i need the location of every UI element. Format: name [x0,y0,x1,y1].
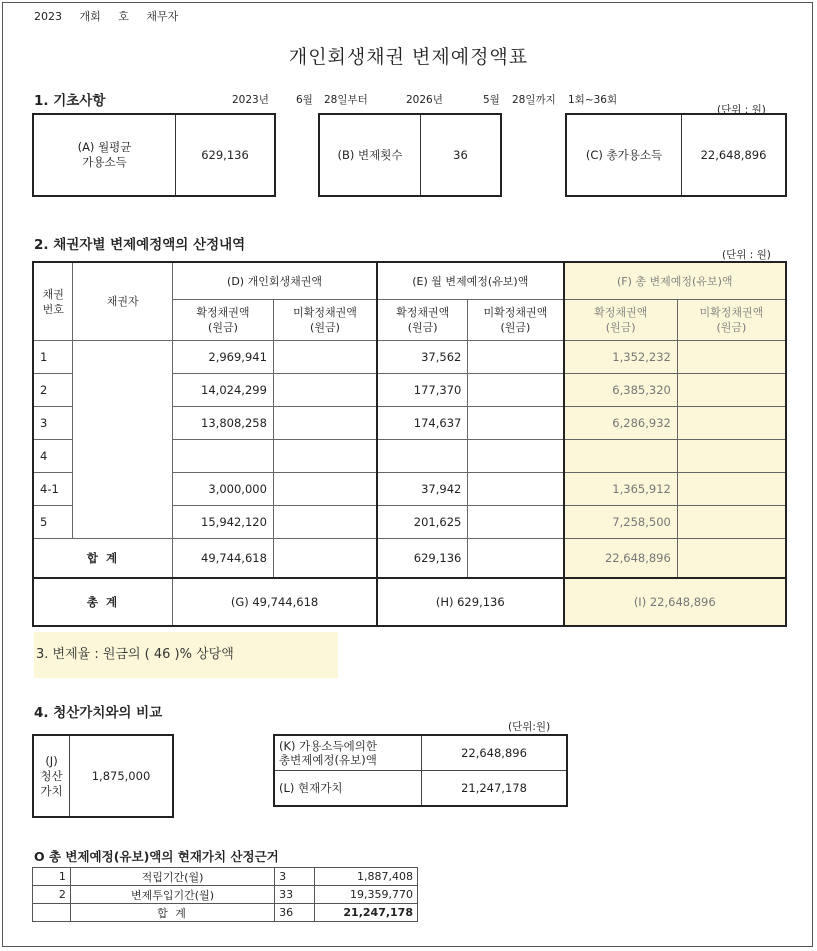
col-e-unconfirmed-1: 미확정채권액 [483,306,548,319]
row-f-un [677,407,786,440]
header-year: 2023 [34,10,62,23]
k-value: 22,648,896 [422,735,568,771]
box-c-label: (C) 총가용소득 [585,147,663,162]
row-e-un [468,341,564,374]
box-a-value: 629,136 [175,115,274,195]
pv-sum-blank [33,904,71,922]
col-no-line1: 채권 [42,287,64,301]
row-d-un [273,440,377,473]
section5-heading: O 총 변제예정(유보)액의 현재가치 산정근거 [34,849,279,864]
row-f: 1,365,912 [564,473,678,506]
liquidation-value-table [32,734,174,818]
row-f-un [677,440,786,473]
j-label [33,735,70,817]
total-h: (H) 629,136 [377,578,564,626]
header-kaehoe: 개회 [79,10,101,23]
row-no: 1 [33,341,73,374]
box-a-label-line1: (A) 월평균 [77,140,132,154]
row-f: 6,286,932 [564,407,678,440]
row-d-un [273,473,377,506]
period-end-day: 28일까지 [512,94,556,106]
pv-row-no: 1 [33,868,71,886]
col-no-line2: 번호 [42,302,64,316]
period-start-year: 2023년 [232,94,269,106]
row-e-un [468,440,564,473]
pv-row-value: 1,887,408 [315,868,418,886]
col-f: (F) 총 변제예정(유보)액 [564,262,786,300]
total-row [33,578,786,626]
row-no: 3 [33,407,73,440]
col-f-confirmed [564,300,678,341]
period-start-day: 28일부터 [324,94,368,106]
row-no: 2 [33,374,73,407]
pv-row-months: 33 [275,886,315,904]
period-start-month: 6월 [296,94,313,106]
period-end-month: 5월 [483,94,500,106]
box-c-value: 22,648,896 [681,115,785,195]
col-f-confirmed-1: 확정채권액 [594,306,648,319]
col-e-confirmed-2: (원금) [407,321,438,334]
row-f: 6,385,320 [564,374,678,407]
k-label-2: 총변제예정(유보)액 [279,753,377,767]
row-e: 177,370 [377,374,468,407]
section2-heading: 2. 채권자별 변제예정액의 산정내역 [34,237,246,253]
row-no: 5 [33,506,73,539]
total-g: (G) 49,744,618 [173,578,377,626]
col-f-unconfirmed-1: 미확정채권액 [699,306,764,319]
row-e: 37,942 [377,473,468,506]
row-f-un [677,506,786,539]
row-f-un [677,473,786,506]
col-e-unconfirmed-2: (원금) [500,321,531,334]
creditor-table [32,261,787,627]
row-d-un [273,407,377,440]
col-d-confirmed-2: (원금) [208,321,238,334]
box-a-label [34,115,175,195]
section1-heading: 1. 기초사항 [34,93,106,109]
section4-unit: (단위:원) [508,721,551,733]
row-d-un [273,341,377,374]
k-label [274,735,422,771]
row-d: 15,942,120 [173,506,274,539]
pv-sum-value: 21,247,178 [315,904,418,922]
period-range: 1회~36회 [568,94,618,106]
pv-row-label: 적립기간(월) [70,868,274,886]
box-a-label-line2: 가용소득 [82,155,127,169]
box-c [565,113,787,197]
row-e [377,440,468,473]
pv-sum-label: 합 계 [70,904,274,922]
sum-d: 49,744,618 [173,539,274,579]
sum-f: 22,648,896 [564,539,678,579]
section1-unit: (단위 : 원) [717,104,766,116]
row-e-un [468,473,564,506]
pv-sum-months: 36 [275,904,315,922]
row-e: 174,637 [377,407,468,440]
row-f-un [677,374,786,407]
col-e-unconfirmed [468,300,564,341]
j-value: 1,875,000 [70,735,174,817]
present-value-basis-table [32,867,418,922]
row-e-un [468,506,564,539]
col-d-unconfirmed-1: 미확정채권액 [293,306,357,319]
row-f [564,440,678,473]
col-f-unconfirmed-2: (원금) [716,321,747,334]
creditor-cell [73,341,173,539]
row-no: 4-1 [33,473,73,506]
col-d-unconfirmed [273,300,377,341]
header-debtor: 채무자 [146,10,179,23]
doc-header [34,8,192,24]
row-d: 2,969,941 [173,341,274,374]
row-f: 1,352,232 [564,341,678,374]
col-f-unconfirmed [677,300,786,341]
sum-e-un [468,539,564,579]
table-row [33,868,418,886]
l-label: (L) 현재가치 [274,771,422,807]
period-end-year: 2026년 [406,94,443,106]
col-e-confirmed-1: 확정채권액 [396,306,450,319]
row-e-un [468,374,564,407]
box-b-label: (B) 변제횟수 [337,147,403,162]
col-creditor: 채권자 [73,262,173,341]
repayment-rate: 3. 변제율 : 원금의 ( 46 )% 상당액 [34,632,338,678]
col-f-confirmed-2: (원금) [605,321,636,334]
box-b-value: 36 [420,115,500,195]
pv-row-months: 3 [275,868,315,886]
total-label: 총 계 [33,578,173,626]
box-a [32,113,276,197]
row-d-un [273,374,377,407]
available-income-table [273,734,568,807]
col-d-confirmed-1: 확정채권액 [196,306,250,319]
col-e-confirmed [377,300,468,341]
row-d [173,440,274,473]
row-f-un [677,341,786,374]
l-value: 21,247,178 [422,771,568,807]
col-e: (E) 월 변제예정(유보)액 [377,262,564,300]
col-creditor-no [33,262,73,341]
pv-row-value: 19,359,770 [315,886,418,904]
total-i: (I) 22,648,896 [564,578,786,626]
j-label-1: (J) [45,753,58,768]
section2-unit: (단위 : 원) [722,249,771,261]
col-d-confirmed [173,300,274,341]
table-row [33,341,786,374]
row-d: 14,024,299 [173,374,274,407]
sum-e: 629,136 [377,539,468,579]
sum-d-un [273,539,377,579]
row-d: 13,808,258 [173,407,274,440]
box-b [318,113,502,197]
row-d-un [273,506,377,539]
col-d: (D) 개인회생채권액 [173,262,377,300]
sum-f-un [677,539,786,579]
pv-sum-row [33,904,418,922]
row-e-un [468,407,564,440]
pv-row-no: 2 [33,886,71,904]
row-f: 7,258,500 [564,506,678,539]
header-ho: 호 [118,10,129,23]
row-no: 4 [33,440,73,473]
page-title: 개인회생채권 변제예정액표 [288,46,529,68]
k-label-1: (K) 가용소득에의한 [279,739,377,753]
table-row [33,886,418,904]
col-d-unconfirmed-2: (원금) [310,321,340,334]
row-d: 3,000,000 [173,473,274,506]
row-e: 201,625 [377,506,468,539]
j-label-3: 가치 [40,783,63,798]
pv-row-label: 변제투입기간(월) [70,886,274,904]
row-e: 37,562 [377,341,468,374]
section4-heading: 4. 청산가치와의 비교 [34,705,163,721]
sum-row [33,539,786,579]
j-label-2: 청산 [40,768,63,783]
sum-label: 합 계 [33,539,173,579]
